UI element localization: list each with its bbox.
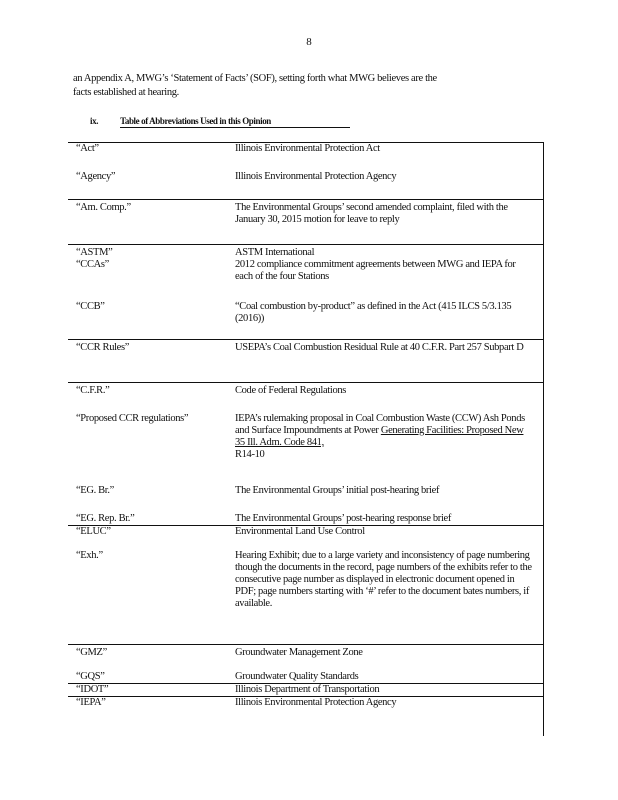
abbr-definition: The Environmental Groups’ post-hearing response brief — [231, 513, 544, 526]
abbr-term: “Act” — [68, 143, 231, 172]
table-row — [68, 697, 544, 714]
section-number: ix. — [90, 116, 99, 126]
abbr-definition: The Environmental Groups’ initial post-hearing brief — [235, 485, 440, 496]
abbr-term: “Proposed CCR regulations” — [76, 413, 189, 424]
table-row — [68, 526, 544, 551]
abbreviations-table — [68, 142, 544, 713]
abbr-definition: Illinois Environmental Protection Agency — [235, 697, 397, 708]
abbr-term: “IDOT” — [68, 684, 231, 697]
abbr-definition: “Coal combustion by-product” as defined in the Act (415 ILCS 5/3.135 (2016)) — [231, 301, 544, 340]
abbr-term: “GMZ” — [76, 647, 107, 658]
table-row — [68, 200, 544, 245]
table-row — [68, 684, 544, 697]
abbr-definition: Illinois Environmental Protection Agency — [231, 171, 544, 200]
table-row — [68, 259, 544, 301]
abbr-term: “ASTM” — [76, 247, 113, 258]
page-number: 8 — [306, 36, 312, 48]
abbr-term: “C.F.R.” — [76, 385, 110, 396]
table-row — [68, 340, 544, 383]
abbr-definition: ASTM International — [235, 247, 315, 258]
abbr-term: “CCR Rules” — [68, 340, 231, 383]
abbr-definition: Hearing Exhibit; due to a large variety and inconsistency of page numbering though the documents in the record, page numbers of the exhibits refer to the consecutive page number as displayed in electronic document opened in PDF; page numbers starting with ‘#’ refer to the document bates numbers, if available. — [231, 550, 544, 645]
abbr-definition: Groundwater Management Zone — [235, 647, 363, 658]
table-row — [68, 245, 544, 260]
abbr-term: “Am. Comp.” — [68, 200, 231, 245]
abbr-definition: Code of Federal Regulations — [235, 385, 346, 396]
table-row — [68, 550, 544, 645]
abbr-definition-text: IEPA’s rulemaking proposal in Coal Combustion Waste (CCW) Ash Ponds and Surface Impoundments at Power — [235, 413, 525, 436]
abbr-definition: Environmental Land Use Control — [235, 526, 365, 537]
abbr-definition: 2012 compliance commitment agreements between MWG and IEPA for each of the four Stations — [235, 259, 516, 282]
section-title: Table of Abbreviations Used in this Opinion — [120, 116, 350, 128]
abbr-term: “CCB” — [68, 301, 231, 340]
abbr-definition: Illinois Environmental Protection Act — [231, 143, 544, 172]
abbr-definition: Illinois Department of Transportation — [231, 684, 544, 697]
abbr-definition-underlined: Generating Facilities: Proposed New 35 Ill. Adm. Code 841, — [235, 425, 524, 448]
table-row — [68, 143, 544, 172]
table-right-border — [543, 142, 544, 736]
table-row — [68, 645, 544, 672]
abbr-term: “CCAs” — [76, 259, 109, 270]
abbr-term: “Agency” — [68, 171, 231, 200]
abbr-term: “GQS” — [68, 671, 231, 684]
table-row — [68, 485, 544, 513]
intro-paragraph — [73, 72, 513, 100]
table-row — [68, 171, 544, 200]
table-row — [68, 671, 544, 684]
abbr-definition: Groundwater Quality Standards — [231, 671, 544, 684]
abbr-term: “ELUC” — [76, 526, 111, 537]
abbr-term: “EG. Rep. Br.” — [68, 513, 231, 526]
table-row — [68, 383, 544, 414]
intro-line-2: facts established at hearing. — [73, 87, 179, 98]
abbr-term: “Exh.” — [68, 550, 231, 645]
abbr-term: “IEPA” — [76, 697, 106, 708]
abbr-definition-tail: R14-10 — [235, 449, 265, 460]
abbr-definition — [231, 413, 544, 485]
abbr-definition: The Environmental Groups’ second amended complaint, filed with the January 30, 2015 motion for leave to reply — [231, 200, 544, 245]
table-row — [68, 413, 544, 485]
intro-line-1: an Appendix A, MWG’s ‘Statement of Facts’ (SOF), setting forth what MWG believes are the — [73, 73, 437, 84]
table-row — [68, 301, 544, 340]
section-heading — [90, 116, 350, 128]
abbr-definition: USEPA’s Coal Combustion Residual Rule at 40 C.F.R. Part 257 Subpart D — [231, 340, 544, 383]
abbr-term: “EG. Br.” — [76, 485, 114, 496]
table-row — [68, 513, 544, 526]
